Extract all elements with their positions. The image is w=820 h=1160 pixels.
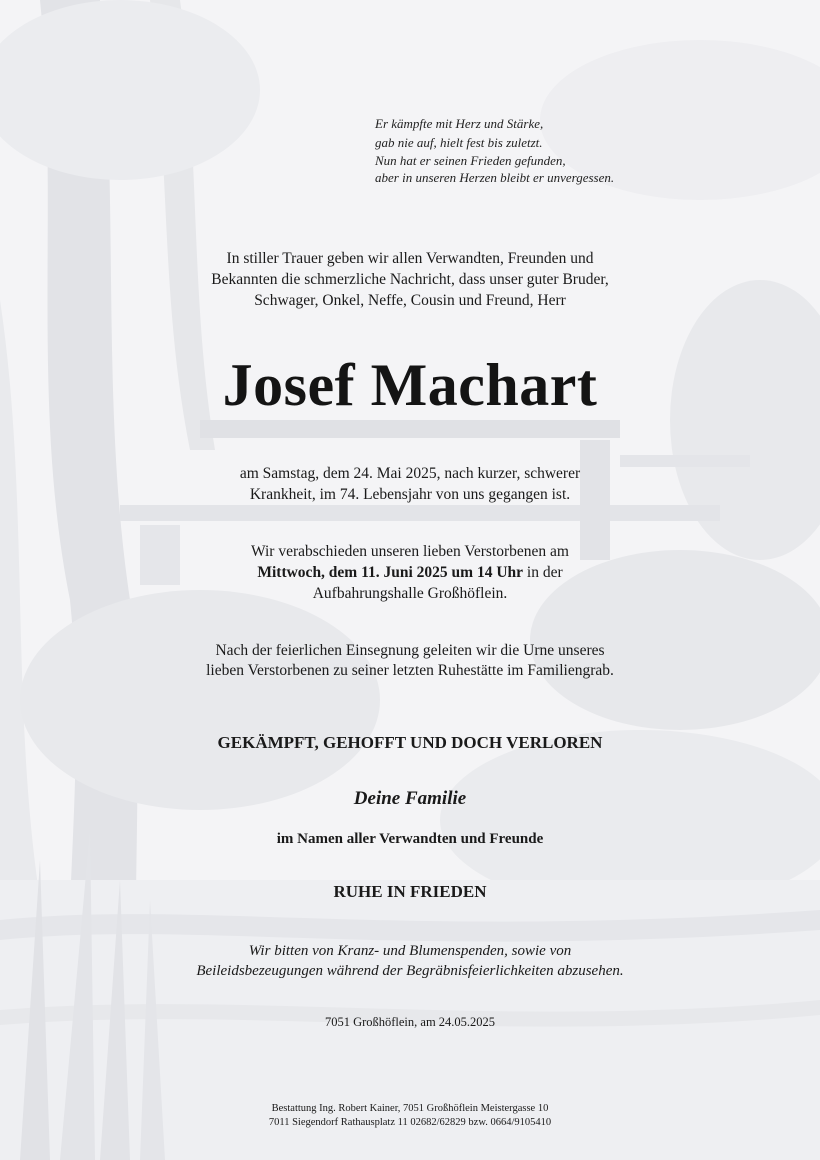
death-line-1: am Samstag, dem 24. Mai 2025, nach kurzer, schwerer [239,465,581,482]
urn-line-1: Nach der feierlichen Einsegnung geleiten wir die Urne unseres [215,642,605,659]
death-line-2: Krankheit, im 74. Lebensjahr von uns gegangen ist. [249,486,571,503]
poem-line-2: gab nie auf, hielt fest bis zuletzt. [375,135,543,150]
farewell-line-3: Aufbahrungshalle Großhöflein. [312,585,508,602]
poem-line-3: Nun hat er seinen Frieden gefunden, [375,153,566,168]
family-subtitle: im Namen aller Verwandten und Freunde [276,831,544,847]
motto: GEKÄMPFT, GEHOFFT UND DOCH VERLOREN [217,733,603,752]
urn-line-2: lieben Verstorbenen zu seiner letzten Ruhestätte im Familiengrab. [206,662,614,679]
deceased-name: Josef Machart [222,352,598,418]
request-line-2: Beileidsbezeugungen während der Begräbnisfeierlichkeiten abzusehen. [196,963,624,979]
farewell-line-1: Wir verabschieden unseren lieben Verstorbenen am [250,543,569,560]
intro-line-2: Bekannten die schmerzliche Nachricht, dass unser guter Bruder, [211,271,609,288]
farewell-line-2-rest: in der [523,564,563,581]
family-signature: Deine Familie [353,788,467,809]
intro-line-1: In stiller Trauer geben wir allen Verwandten, Freunden und [226,250,594,267]
intro-line-3: Schwager, Onkel, Neffe, Cousin und Freund, Herr [254,292,566,309]
place-date: 7051 Großhöflein, am 24.05.2025 [324,1015,496,1029]
farewell-line-2 [0,562,820,583]
rest-in-peace: RUHE IN FRIEDEN [333,882,487,901]
request-line-1: Wir bitten von Kranz- und Blumenspenden, sowie von [248,943,572,959]
undertaker-line-2: 7011 Siegendorf Rathausplatz 11 02682/62829 bzw. 0664/9105410 [268,1117,552,1128]
funeral-date: Mittwoch, dem 11. Juni 2025 um 14 Uhr [257,564,524,581]
undertaker-line-1: Bestattung Ing. Robert Kainer, 7051 Großhöflein Meistergasse 10 [271,1103,549,1114]
poem-line-1: Er kämpfte mit Herz und Stärke, [375,116,544,131]
poem-line-4: aber in unseren Herzen bleibt er unvergessen. [375,170,615,185]
